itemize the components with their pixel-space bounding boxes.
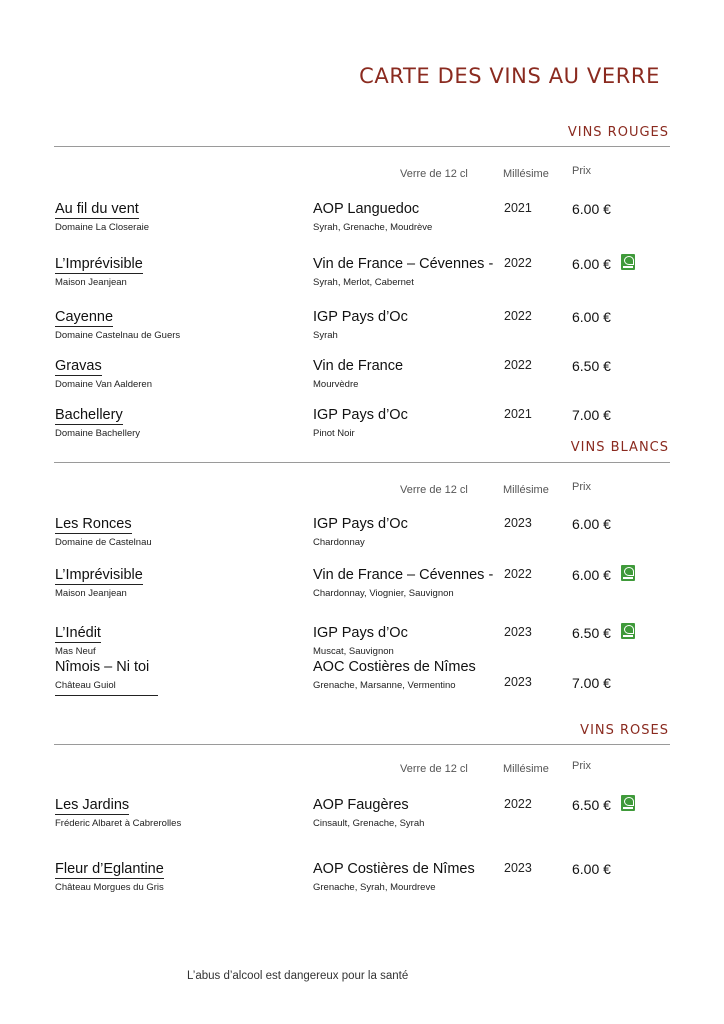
wine-vintage: 2021 (504, 407, 532, 421)
page-title: CARTE DES VINS AU VERRE (359, 64, 660, 88)
wine-appellation: Vin de France – Cévennes - (313, 567, 494, 583)
wine-producer: Château Guiol (55, 680, 158, 696)
wine-name: Au fil du vent (55, 201, 139, 217)
column-header-price: Prix (572, 481, 591, 493)
wine-grapes: Syrah, Grenache, Moudrève (313, 222, 433, 233)
wine-name: L’Inédit (55, 625, 101, 641)
wine-price: 6.50 € (572, 797, 611, 813)
wine-producer: Domaine Castelnau de Guers (55, 330, 181, 341)
section-heading-rouges: VINS ROUGES (567, 125, 669, 140)
wine-producer: Château Morgues du Gris (55, 882, 164, 893)
wine-producer: Domaine Bachellery (55, 428, 141, 439)
wine-appellation: Vin de France (313, 358, 404, 374)
wine-price: 6.00 € (572, 567, 611, 583)
column-header-price: Prix (572, 760, 591, 772)
wine-row (0, 256, 724, 304)
wine-appellation: IGP Pays d’Oc (313, 309, 408, 325)
wine-vintage: 2021 (504, 201, 532, 215)
wine-row (0, 201, 724, 249)
wine-price: 6.00 € (572, 861, 611, 877)
wine-grapes: Grenache, Marsanne, Vermentino (313, 680, 456, 691)
wine-price: 6.00 € (572, 201, 611, 217)
wine-vintage: 2022 (504, 358, 532, 372)
column-header-glass: Verre de 12 cl (400, 763, 468, 775)
wine-name: Bachellery (55, 407, 123, 423)
wine-price: 6.50 € (572, 358, 611, 374)
wine-row (0, 567, 724, 615)
wine-grapes: Muscat, Sauvignon (313, 646, 394, 657)
wine-row (0, 659, 724, 707)
wine-row (0, 797, 724, 845)
wine-appellation: IGP Pays d’Oc (313, 625, 408, 641)
wine-vintage: 2022 (504, 256, 532, 270)
section-heading-blancs: VINS BLANCS (570, 440, 669, 455)
wine-grapes: Cinsault, Grenache, Syrah (313, 818, 425, 829)
wine-grapes: Pinot Noir (313, 428, 355, 439)
wine-appellation: IGP Pays d’Oc (313, 516, 408, 532)
wine-price: 6.00 € (572, 516, 611, 532)
wine-producer: Domaine de Castelnau (55, 537, 152, 548)
wine-name: Gravas (55, 358, 102, 374)
wine-grapes: Chardonnay, Viognier, Sauvignon (313, 588, 454, 599)
wine-price: 6.00 € (572, 309, 611, 325)
wine-appellation: AOP Faugères (313, 797, 409, 813)
wine-vintage: 2023 (504, 625, 532, 639)
wine-producer: Domaine Van Aalderen (55, 379, 152, 390)
wine-grapes: Grenache, Syrah, Mourdreve (313, 882, 436, 893)
section-heading-roses: VINS ROSES (580, 723, 669, 738)
wine-price: 6.00 € (572, 256, 611, 272)
wine-vintage: 2022 (504, 797, 532, 811)
wine-producer: Mas Neuf (55, 646, 96, 657)
wine-grapes: Mourvèdre (313, 379, 359, 390)
wine-producer: Fréderic Albaret à Cabrerolles (55, 818, 182, 829)
wine-name: Nîmois – Ni toi (55, 659, 150, 675)
organic-label-icon (621, 254, 635, 270)
wine-name: Fleur d’Eglantine (55, 861, 164, 877)
wine-producer: Domaine La Closeraie (55, 222, 149, 233)
wine-appellation: AOP Languedoc (313, 201, 420, 217)
wine-appellation: AOP Costières de Nîmes (313, 861, 475, 877)
wine-grapes: Chardonnay (313, 537, 365, 548)
organic-label-icon (621, 565, 635, 581)
wine-price: 7.00 € (572, 407, 611, 423)
wine-appellation: Vin de France – Cévennes - (313, 256, 494, 272)
wine-vintage: 2023 (504, 675, 532, 689)
organic-label-icon (621, 623, 635, 639)
wine-producer: Maison Jeanjean (55, 277, 127, 288)
organic-label-icon (621, 795, 635, 811)
wine-grapes: Syrah (313, 330, 338, 341)
wine-row (0, 861, 724, 909)
column-header-vintage: Millésime (503, 763, 549, 775)
wine-name: Les Ronces (55, 516, 132, 532)
section-divider (54, 462, 670, 463)
column-header-glass: Verre de 12 cl (400, 484, 468, 496)
wine-name: Cayenne (55, 309, 114, 325)
column-header-price: Prix (572, 165, 591, 177)
wine-row (0, 516, 724, 564)
health-warning: L’abus d’alcool est dangereux pour la santé (187, 970, 409, 982)
column-header-vintage: Millésime (503, 484, 549, 496)
wine-price: 7.00 € (572, 675, 611, 691)
wine-name: L’Imprévisible (55, 256, 143, 272)
wine-row (0, 358, 724, 406)
column-header-glass: Verre de 12 cl (400, 168, 468, 180)
column-header-vintage: Millésime (503, 168, 549, 180)
wine-price: 6.50 € (572, 625, 611, 641)
wine-appellation: AOC Costières de Nîmes (313, 659, 476, 675)
wine-appellation: IGP Pays d’Oc (313, 407, 408, 423)
wine-row (0, 309, 724, 357)
section-divider (54, 146, 670, 147)
wine-vintage: 2023 (504, 861, 532, 875)
wine-producer: Maison Jeanjean (55, 588, 127, 599)
section-divider (54, 744, 670, 745)
wine-name: L’Imprévisible (55, 567, 143, 583)
wine-grapes: Syrah, Merlot, Cabernet (313, 277, 414, 288)
wine-vintage: 2022 (504, 309, 532, 323)
wine-name: Les Jardins (55, 797, 130, 813)
wine-vintage: 2023 (504, 516, 532, 530)
wine-vintage: 2022 (504, 567, 532, 581)
